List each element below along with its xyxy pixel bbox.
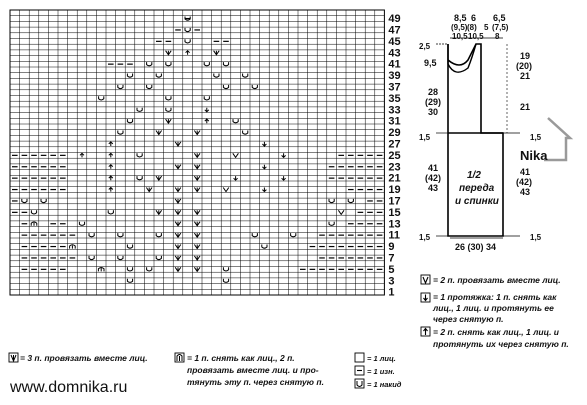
legend-slip-pass-text-1: = 1 протяжка: 1 п. снять как: [433, 292, 557, 302]
right-dim-9: 1,5: [530, 233, 542, 242]
top-dim-sub-3: (7,5): [492, 23, 509, 32]
right-dim-2: (20): [516, 61, 533, 71]
row-number: 41: [388, 58, 401, 71]
row-number: 47: [388, 24, 401, 37]
row-number: 43: [388, 47, 401, 60]
top-dim-sub-1: (9,5): [451, 23, 468, 32]
legend-k2tog: [421, 275, 561, 285]
legend-sk1: [175, 353, 324, 387]
row-number: 9: [388, 241, 395, 254]
legend-yo: [355, 379, 402, 389]
right-dim-6: 41: [520, 167, 531, 177]
top-dim-2: 6: [471, 13, 477, 23]
row-number: 49: [388, 13, 401, 26]
row-number: 7: [388, 252, 395, 265]
right-dim-8: 43: [520, 187, 531, 197]
right-dim-1: 19: [520, 51, 531, 61]
brand-label: Nika: [520, 148, 548, 163]
top-dim-sub2-3: 8: [495, 32, 500, 41]
legend-k3tog-text: = 3 п. провязать вместе лиц.: [20, 353, 148, 363]
legend-knit: [355, 353, 396, 363]
left-dim-1: 2,5: [419, 42, 431, 51]
legend-slip-pass: [421, 292, 557, 324]
row-number: 21: [388, 172, 401, 185]
legend-slip-pass-text-3: через снятую п.: [433, 314, 504, 324]
row-number: 13: [388, 218, 401, 231]
legend-purl-text: = 1 изн.: [367, 367, 395, 376]
row-number: 15: [388, 206, 401, 219]
top-dim-1: 8,5: [454, 13, 467, 23]
row-number: 27: [388, 138, 401, 151]
legend-sk1-text-1: = 1 п. снять как лиц., 2 п.: [187, 353, 295, 363]
row-number: 45: [388, 35, 401, 48]
legend-sk2p: [421, 327, 569, 349]
left-dim-8: (42): [425, 173, 442, 183]
right-dim-5: 1,5: [530, 133, 542, 142]
left-dim-9: 43: [428, 183, 439, 193]
garment-outline: [448, 44, 503, 236]
brand-logo: [520, 118, 570, 163]
watermark: www.domnika.ru: [10, 379, 128, 396]
legend-slip-pass-text-2: лиц., 1 лиц. и протянуть ее: [433, 303, 554, 313]
body-label-3: и спинки: [455, 196, 499, 207]
row-number: 11: [388, 229, 401, 242]
row-number: 19: [388, 184, 401, 197]
right-dim-7: (42): [516, 177, 533, 187]
row-number: 37: [388, 81, 401, 94]
left-dim-5: 30: [428, 107, 439, 117]
left-dim-10: 1,5: [419, 233, 431, 242]
row-number: 31: [388, 115, 401, 128]
top-dim-sub2-1: 10,5: [452, 32, 468, 41]
row-numbers: [388, 13, 400, 299]
row-number: 35: [388, 92, 401, 105]
right-dim-3: 21: [520, 71, 531, 81]
left-dim-2: 9,5: [424, 58, 437, 68]
legend-yo-text: = 1 накид: [367, 380, 402, 389]
row-number: 5: [388, 263, 395, 276]
legend-right: [421, 275, 569, 349]
top-dim-sub-2: (8): [467, 23, 477, 32]
body-label-2: переда: [459, 183, 495, 194]
legend-k3tog: [9, 353, 148, 363]
row-number: 1: [388, 286, 395, 299]
right-dim-4: 21: [520, 102, 531, 112]
top-dim-mid: 5: [484, 23, 489, 32]
row-number: 29: [388, 127, 401, 140]
row-number: 17: [388, 195, 401, 208]
garment-schematic: [419, 13, 542, 252]
row-number: 23: [388, 161, 401, 174]
bottom-dim: 26 (30) 34: [455, 242, 497, 252]
row-number: 3: [388, 275, 395, 288]
left-dim-3: 28: [428, 87, 439, 97]
row-number: 39: [388, 70, 401, 83]
legend-purl: [355, 366, 395, 376]
legend-k2tog-text: = 2 п. провязать вместе лиц.: [433, 275, 561, 285]
top-dim-sub2-2: 10,5: [468, 32, 484, 41]
left-dim-7: 41: [428, 163, 439, 173]
legend-sk2p-text-2: протянуть их через снятую п.: [433, 339, 569, 349]
legend-sk2p-text-1: = 2 п. снять как лиц., 1 лиц. и: [433, 327, 560, 337]
left-dim-6: 1,5: [419, 133, 431, 142]
legend-sk1-text-2: провязать вместе лиц. и про-: [187, 365, 319, 375]
row-number: 25: [388, 149, 401, 162]
legend-knit-text: = 1 лиц.: [367, 354, 396, 363]
body-label-1: 1/2: [467, 170, 481, 181]
row-number: 33: [388, 104, 401, 117]
legend-sk1-text-3: тянуть эту п. через снятую п.: [187, 377, 324, 387]
top-dim-3: 6,5: [493, 13, 506, 23]
stitch-chart-grid: [10, 10, 384, 295]
left-dim-4: (29): [425, 97, 442, 107]
